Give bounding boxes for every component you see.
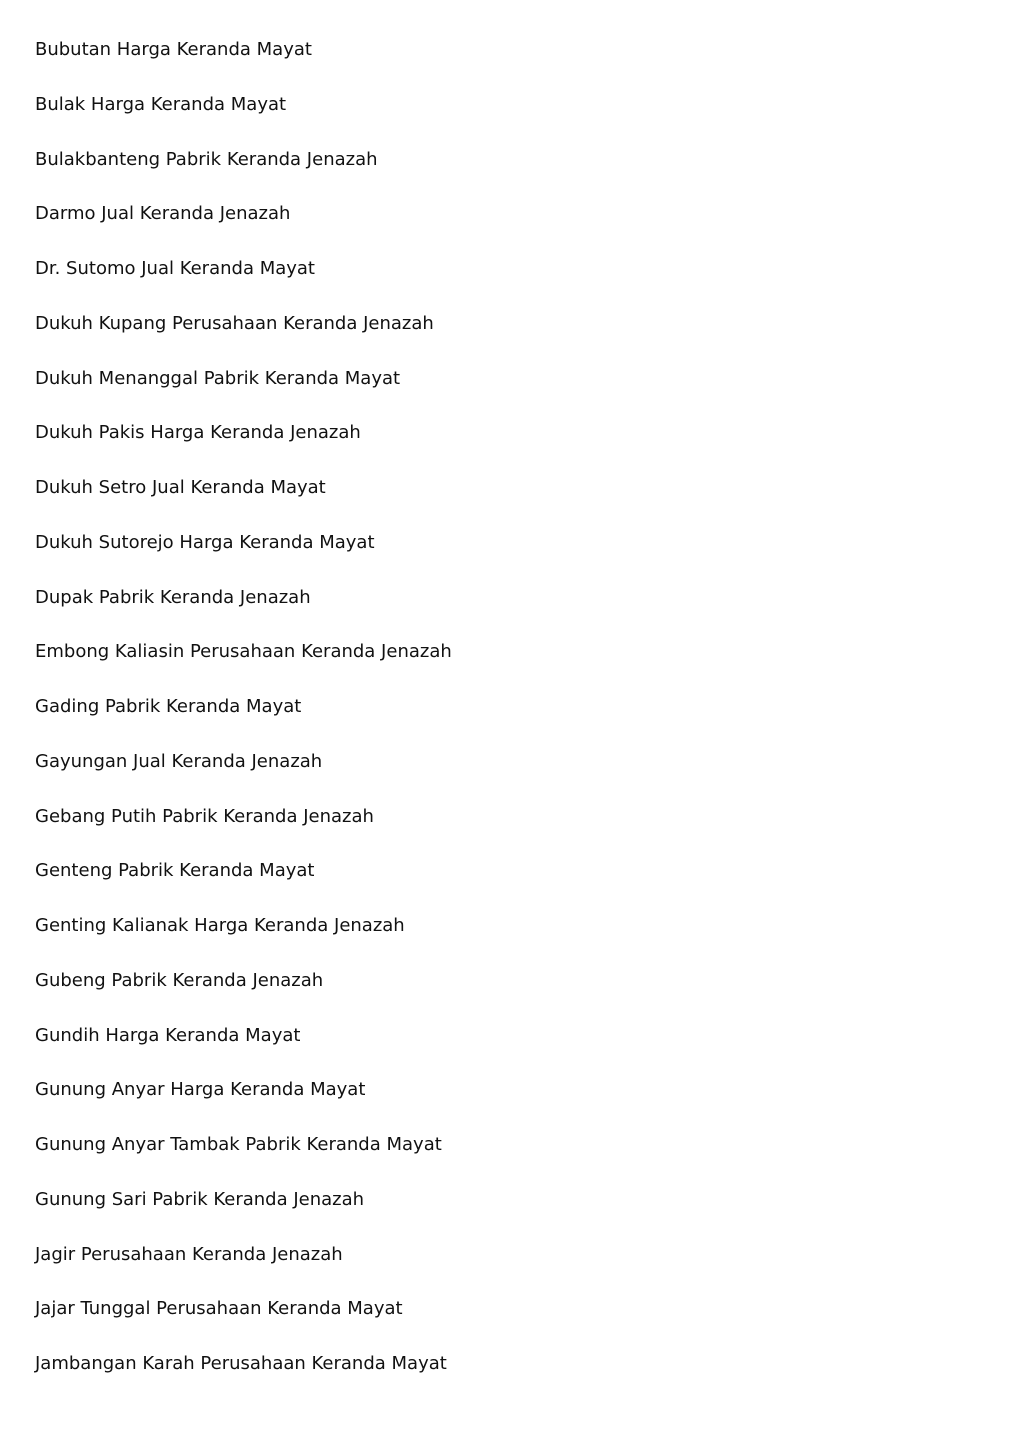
keyword-list	[35, 36, 452, 1405]
list-item: Bubutan Harga Keranda Mayat	[35, 39, 312, 60]
list-item: Jajar Tunggal Perusahaan Keranda Mayat	[35, 1298, 403, 1320]
list-item: Gunung Sari Pabrik Keranda Jenazah	[35, 1188, 365, 1210]
list-item: Gundih Harga Keranda Mayat	[35, 1024, 301, 1046]
list-item: Jagir Perusahaan Keranda Jenazah	[35, 1243, 343, 1265]
list-item: Gayungan Jual Keranda Jenazah	[35, 750, 323, 772]
list-item: Gunung Anyar Tambak Pabrik Keranda Mayat	[35, 1134, 442, 1155]
list-item: Gubeng Pabrik Keranda Jenazah	[35, 969, 324, 991]
list-item: Dukuh Pakis Harga Keranda Jenazah	[35, 422, 361, 444]
list-item: Dr. Sutomo Jual Keranda Mayat	[35, 258, 315, 279]
list-item: Embong Kaliasin Perusahaan Keranda Jenazah	[35, 641, 452, 663]
list-item: Genteng Pabrik Keranda Mayat	[35, 860, 315, 882]
list-item: Jambangan Karah Perusahaan Keranda Mayat	[35, 1353, 447, 1374]
list-item: Dupak Pabrik Keranda Jenazah	[35, 586, 311, 608]
list-item: Darmo Jual Keranda Jenazah	[35, 203, 291, 225]
list-item: Dukuh Sutorejo Harga Keranda Mayat	[35, 531, 375, 553]
list-item: Dukuh Kupang Perusahaan Keranda Jenazah	[35, 312, 434, 334]
list-item: Dukuh Menanggal Pabrik Keranda Mayat	[35, 367, 401, 389]
list-item: Gebang Putih Pabrik Keranda Jenazah	[35, 805, 374, 827]
list-item: Gading Pabrik Keranda Mayat	[35, 696, 302, 717]
list-item: Gunung Anyar Harga Keranda Mayat	[35, 1079, 366, 1101]
list-item: Genting Kalianak Harga Keranda Jenazah	[35, 915, 405, 936]
list-item: Bulakbanteng Pabrik Keranda Jenazah	[35, 148, 378, 170]
list-item: Bulak Harga Keranda Mayat	[35, 93, 287, 115]
list-item: Dukuh Setro Jual Keranda Mayat	[35, 477, 326, 498]
